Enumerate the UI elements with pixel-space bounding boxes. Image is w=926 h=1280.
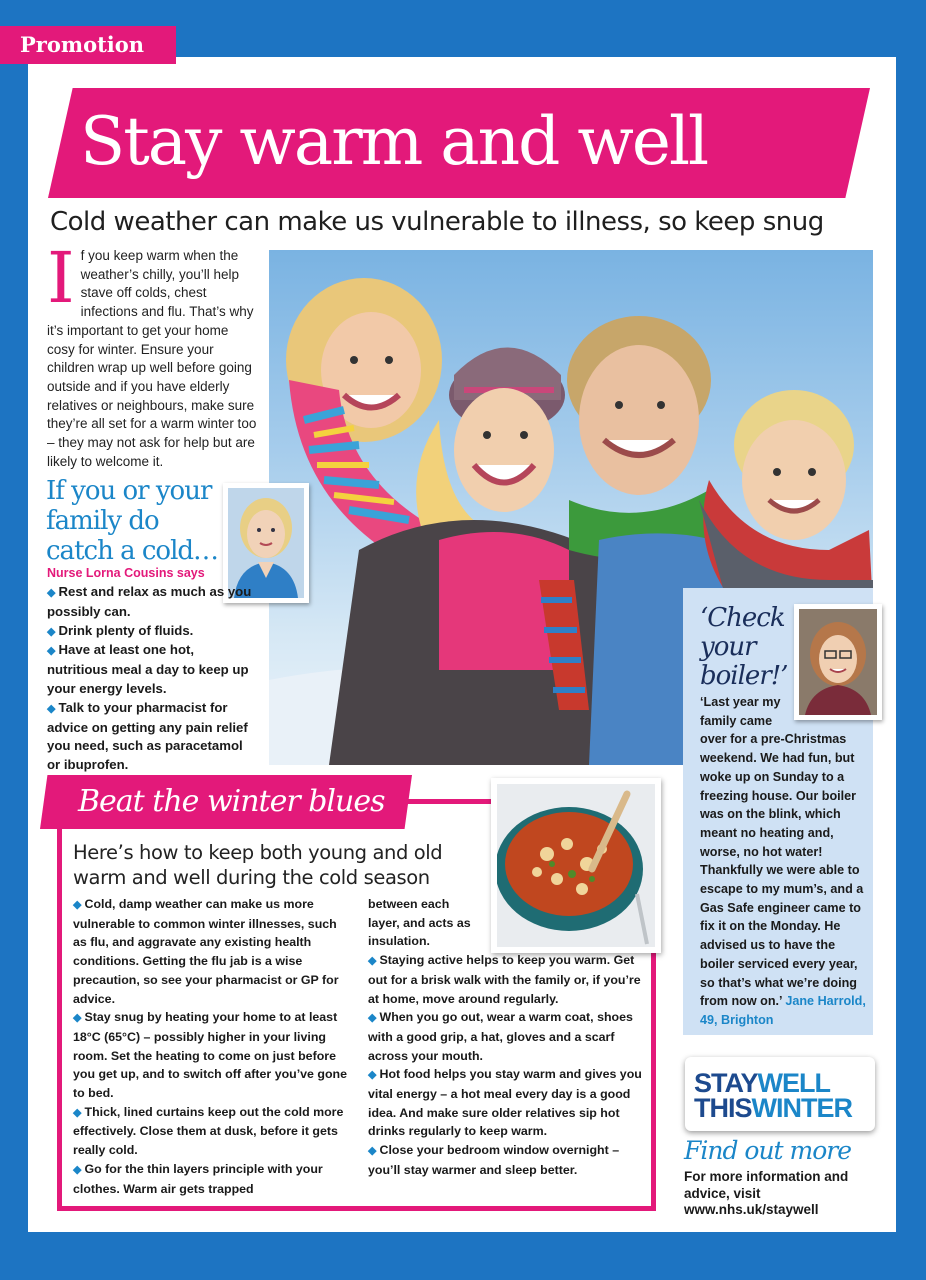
page-subtitle: Cold weather can make us vulnerable to illness, so keep snug — [50, 207, 824, 237]
list-item: ◆ Talk to your pharmacist for advice on getting any pain relief you need, such as paracetamol or ibuprofen. — [47, 699, 248, 773]
blues-subtitle: Here’s how to keep both young and old warm and well during the cold season — [73, 841, 443, 889]
quote-attribution: Jane Harrold, 49, Brighton — [700, 994, 866, 1027]
page-title: Stay warm and well — [80, 103, 708, 180]
cold-tips-list — [47, 583, 257, 775]
diamond-bullet-icon: ◆ — [47, 587, 59, 599]
list-item: ◆ Go for the thin layers principle with your clothes. Warm air gets trapped — [73, 1161, 323, 1196]
soup-photo — [491, 778, 661, 953]
boiler-heading: ‘Check your boiler!’ — [700, 603, 788, 691]
nurse-attribution: Nurse Lorna Cousins says — [47, 566, 205, 580]
list-item: ◆ When you go out, wear a warm coat, shoes with a good grip, a hat, gloves and a scarf across your mouth. — [368, 1010, 633, 1063]
quote-body: over for a pre-Christmas weekend. We had fun, but woke up on Sunday to a freezing house. Our boiler was on the blink, which meant no heating and, worse, no hot water! Thankfully we were able to escape to my mum’s, and a Gas Safe engineer came to fix it on the Monday. He advised us to have the boiler serviced every year, so that’s what we’re doing from now on.’ — [700, 732, 864, 1009]
logo-line-1: STAYWELL — [694, 1068, 831, 1098]
diamond-bullet-icon: ◆ — [368, 1069, 380, 1082]
blues-title: Beat the winter blues — [78, 784, 385, 819]
diamond-bullet-icon: ◆ — [368, 955, 380, 968]
logo-line-2: THISWINTER — [694, 1093, 852, 1123]
diamond-bullet-icon: ◆ — [368, 1012, 380, 1025]
list-item: ◆ Thick, lined curtains keep out the cold more effectively. Close them at dusk, before it gets really cold. — [73, 1104, 344, 1158]
list-item: ◆ Staying active helps to keep you warm. Get out for a brisk walk with the family or, if you’re at home, move around regularly. — [368, 953, 641, 1006]
diamond-bullet-icon: ◆ — [73, 899, 85, 911]
find-out-text: For more information and advice, visit www.nhs.uk/staywell — [684, 1169, 849, 1217]
promotion-tag: Promotion — [0, 26, 176, 64]
drop-cap: I — [47, 237, 75, 319]
list-item-continuation: between each layer, and acts as insulation. — [368, 897, 471, 949]
quote-opening: ‘Last year my family came — [700, 695, 781, 728]
find-out-heading: Find out more — [684, 1136, 852, 1165]
list-item: ◆ Hot food helps you stay warm and gives you vital energy – a hot meal every day is a good idea. And make sure older relatives sip hot drinks regularly to keep warm. — [368, 1067, 642, 1139]
boiler-quote — [700, 693, 870, 1030]
diamond-bullet-icon: ◆ — [368, 1145, 380, 1158]
list-item: ◆ Stay snug by heating your home to at least 18°C (65°C) – possibly higher in your living room. Set the heating to come on just before you get up, and to switch off after you’ve gone to bed. — [73, 1010, 347, 1101]
list-item: ◆ Rest and relax as much as you possibly can. — [47, 584, 252, 619]
list-item: ◆ Have at least one hot, nutritious meal a day to keep up your energy levels. — [47, 642, 249, 696]
diamond-bullet-icon: ◆ — [47, 645, 59, 658]
diamond-bullet-icon: ◆ — [73, 1012, 85, 1025]
list-item: ◆ Cold, damp weather can make us more vulnerable to common winter illnesses, such as flu, and aggravate any existing health conditions. Getting the flu jab is a wise precaution, so see your pharmacist or GP for advice. — [73, 897, 339, 1006]
list-item: ◆ Drink plenty of fluids. — [47, 622, 194, 638]
diamond-bullet-icon: ◆ — [73, 1163, 85, 1176]
cold-heading: If you or your family do catch a cold… — [46, 476, 219, 566]
intro-paragraph — [47, 237, 259, 471]
diamond-bullet-icon: ◆ — [47, 625, 59, 638]
list-item: ◆ Close your bedroom window overnight – you’ll stay warmer and sleep better. — [368, 1143, 620, 1177]
blues-divider-line — [400, 799, 496, 804]
soup-pot-image — [497, 784, 655, 947]
diamond-bullet-icon: ◆ — [47, 702, 59, 715]
diamond-bullet-icon: ◆ — [73, 1106, 85, 1119]
blues-column-1 — [73, 895, 348, 1198]
intro-text: f you keep warm when the weather’s chilly, you’ll help stave off colds, chest infections and flu. That’s why it’s important to get your home cosy for winter. Ensure your children wrap up well before going outside and if you have elderly relatives or neighbours, make sure they’re all set for a warm winter too – they may not ask for help but are likely to welcome it. — [47, 248, 257, 469]
nurse-portrait — [228, 488, 304, 598]
